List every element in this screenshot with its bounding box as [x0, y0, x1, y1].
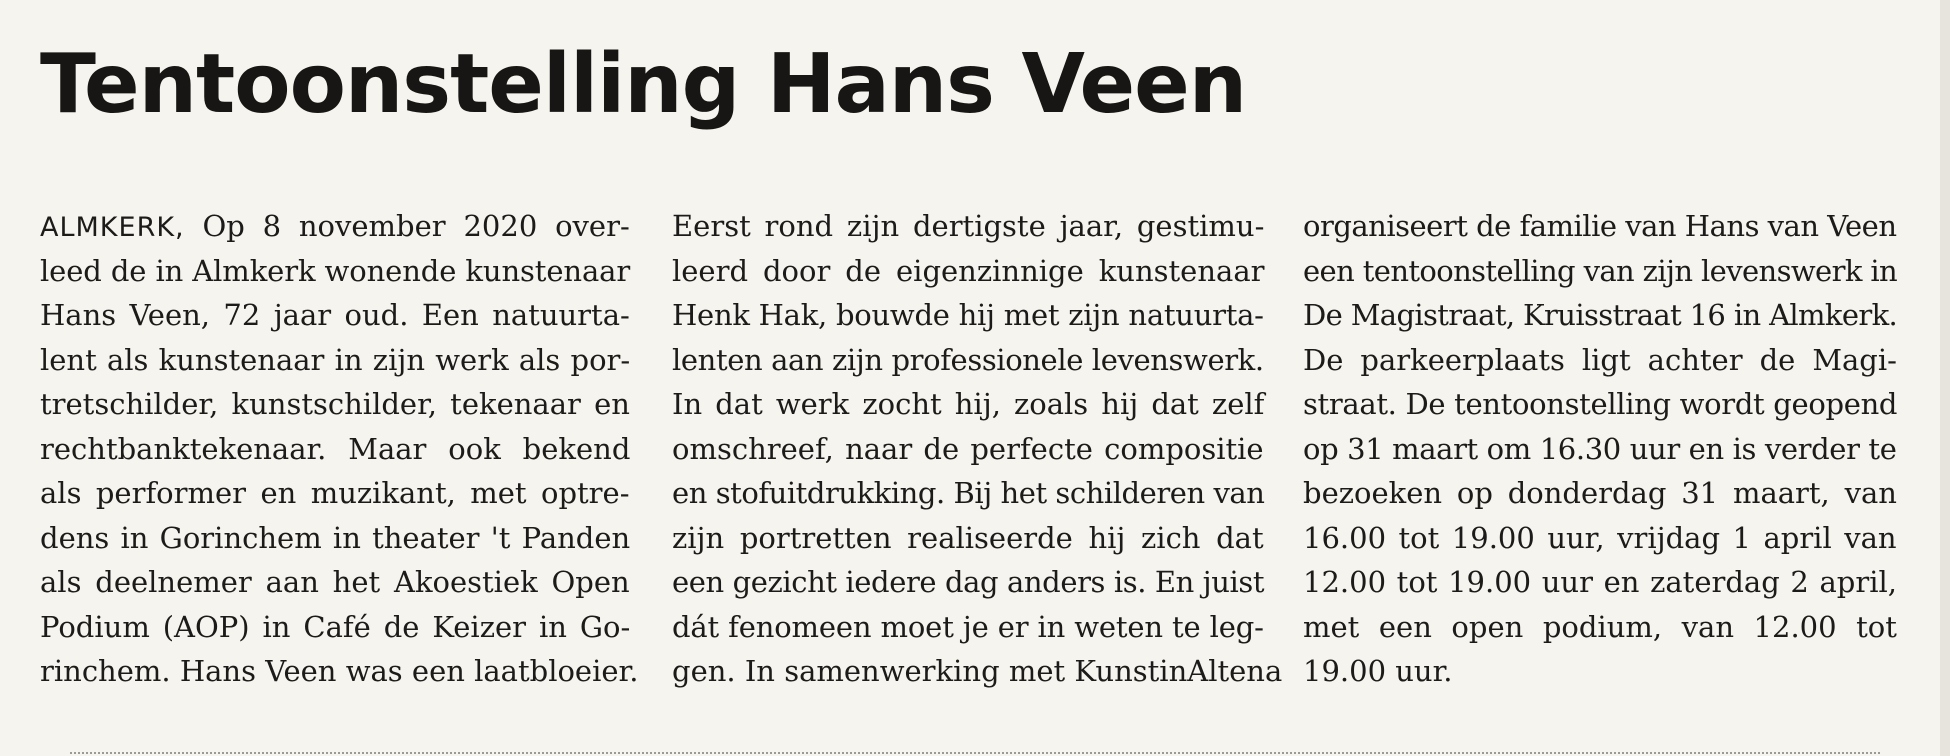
text-line: dens in Gorinchem in theater 't Panden [40, 520, 631, 555]
text-line: Henk Hak, bouwde hij met zijn natuurta- [672, 298, 1264, 332]
text-line: bezoeken op donderdag 31 maart, van [1303, 476, 1897, 510]
text-line: lenten aan zijn professionele levenswerk. [672, 342, 1264, 377]
text-line: De parkeerplaats ligt achter de Magi- [1303, 342, 1897, 377]
text-line: De Magistraat, Kruisstraat 16 in Almkerk. [1303, 298, 1898, 332]
article-column-3 [1303, 204, 1897, 694]
text-line: straat. De tentoonstelling wordt geopend [1303, 387, 1898, 421]
text-line: leed de in Almkerk wonende kunstenaar [40, 253, 631, 288]
text-line: Podium (AOP) in Café de Keizer in Go- [40, 609, 631, 644]
text-line: een gezicht iedere dag anders is. En juist [672, 565, 1265, 599]
text-line: 16.00 tot 19.00 uur, vrijdag 1 april van [1303, 520, 1897, 555]
text-line: organiseert de familie van Hans van Veen [1303, 209, 1897, 243]
text-line: gen. In samenwerking met KunstinAltena [672, 654, 1283, 688]
bottom-dotted-rule [70, 752, 1880, 754]
text-line: Eerst rond zijn dertigste jaar, gestimu- [672, 209, 1265, 243]
article-column-2 [672, 204, 1283, 694]
text-line: In dat werk zocht hij, zoals hij dat zelf [672, 387, 1265, 421]
text-line: zijn portretten realiseerde hij zich dat [672, 520, 1264, 555]
text-line: en stofuitdrukking. Bij het schilderen van [672, 476, 1265, 510]
text-line: lent als kunstenaar in zijn werk als por- [40, 342, 631, 377]
text-line: met een open podium, van 12.00 tot [1303, 609, 1897, 644]
article-column-1 [40, 204, 639, 694]
text-line: leerd door de eigenzinnige kunstenaar [672, 253, 1265, 288]
text-line: dát fenomeen moet je er in weten te leg- [672, 609, 1264, 644]
dateline: ALMKERK, [40, 212, 185, 243]
text-line [40, 204, 630, 249]
text-line: 19.00 uur. [1303, 654, 1453, 688]
text-line: als deelnemer aan het Akoestiek Open [40, 565, 630, 599]
text-line: als performer en muzikant, met optre- [40, 476, 630, 510]
text-line: omschreef, naar de perfecte compositie [672, 431, 1264, 466]
text-line: op 31 maart om 16.30 uur en is verder te [1303, 431, 1897, 466]
text-line: rechtbanktekenaar. Maar ook bekend [40, 431, 631, 466]
article-headline: Tentoonstelling Hans Veen [40, 37, 1247, 132]
text-line: rinchem. Hans Veen was een laatbloeier. [40, 654, 639, 688]
scan-edge [1940, 0, 1950, 756]
text-line: Hans Veen, 72 jaar oud. Een natuurta- [40, 298, 630, 332]
text-line: 12.00 tot 19.00 uur en zaterdag 2 april, [1303, 565, 1897, 599]
text-line: tretschilder, kunstschilder, tekenaar en [40, 387, 630, 421]
text-line: een tentoonstelling van zijn levenswerk in [1303, 253, 1898, 288]
text-line-fragment: Op 8 november 2020 over- [202, 209, 630, 243]
